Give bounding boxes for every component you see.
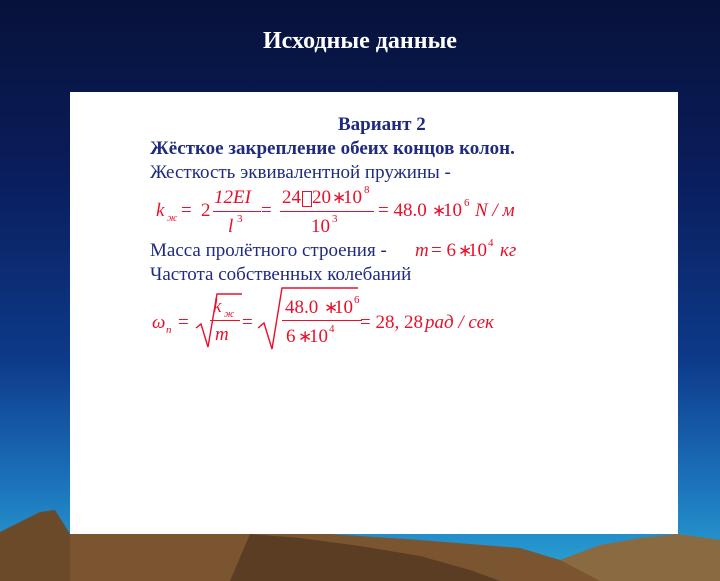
stiffness-result-unit: N / м [475, 200, 515, 221]
frequency-label: Частота собственных колебаний [150, 264, 412, 285]
stiffness-num2-exp: 8 [364, 184, 370, 196]
content-panel [70, 92, 678, 534]
frequency-den2-pow: 10 [309, 326, 328, 347]
frequency-num2-pow: 10 [334, 297, 353, 318]
multiply-icon: ∗ [332, 188, 347, 207]
frequency-result-unit: рад / сек [425, 312, 494, 333]
mass-unit: кг [500, 240, 517, 261]
stiffness-label: Жесткость эквивалентной пружины - [150, 162, 451, 183]
mountain-left [0, 510, 70, 581]
stiffness-lhs-sub: ж [167, 212, 178, 224]
mass-exp: 4 [488, 237, 494, 249]
stiffness-eq2: = [261, 200, 272, 221]
stiffness-num2-sep: 20 [312, 187, 331, 208]
stiffness-coef: 2 [201, 200, 211, 221]
frequency-num-sub: ж [224, 308, 235, 320]
frequency-lhs-sub: n [166, 324, 172, 336]
frequency-num: k [213, 296, 222, 317]
frequency-eq1: = [178, 312, 189, 333]
frequency-num2: 48.0 [285, 297, 319, 318]
stiffness-num: 12EI [214, 187, 251, 208]
frequency-den2-exp: 4 [329, 323, 335, 335]
stiffness-result: = 48.0 [378, 200, 427, 221]
mass-eq: = 6 [431, 240, 456, 261]
frequency-fraction-bar-2 [282, 320, 362, 321]
frequency-eq2: = [242, 312, 253, 333]
stiffness-num2-tail: 10 [343, 187, 362, 208]
frequency-result: = 28, 28 [360, 312, 423, 333]
variant-heading: Вариант 2 [338, 114, 426, 135]
stiffness-result-pow: 10 [443, 200, 462, 221]
stiffness-num2: 24 [282, 187, 301, 208]
stiffness-den: l [228, 216, 234, 237]
multiply-icon: ∗ [458, 241, 473, 260]
stiffness-eq1: = [181, 200, 192, 221]
multiply-icon: ∗ [432, 201, 447, 220]
frequency-fraction-bar-1 [210, 320, 240, 321]
missing-glyph-box-icon [302, 191, 312, 207]
stiffness-den-exp: 3 [237, 213, 243, 225]
fixation-heading: Жёсткое закрепление обеих концов колон. [150, 138, 515, 159]
frequency-den2: 6 [286, 326, 296, 347]
stiffness-den2: 10 [311, 216, 330, 237]
mass-pow: 10 [468, 240, 487, 261]
mass-lhs: m [415, 240, 429, 261]
stiffness-result-exp: 6 [464, 197, 470, 209]
slide-title: Исходные данные [263, 28, 457, 54]
multiply-icon: ∗ [324, 298, 339, 317]
stiffness-den2-exp: 3 [332, 213, 338, 225]
frequency-den: m [215, 324, 229, 345]
stiffness-lhs: k [156, 200, 165, 221]
stiffness-fraction-bar-2 [280, 211, 374, 212]
frequency-num2-exp: 6 [354, 294, 360, 306]
frequency-lhs: ω [152, 312, 166, 333]
mass-label: Масса пролётного строения - [150, 240, 387, 261]
multiply-icon: ∗ [298, 327, 313, 346]
